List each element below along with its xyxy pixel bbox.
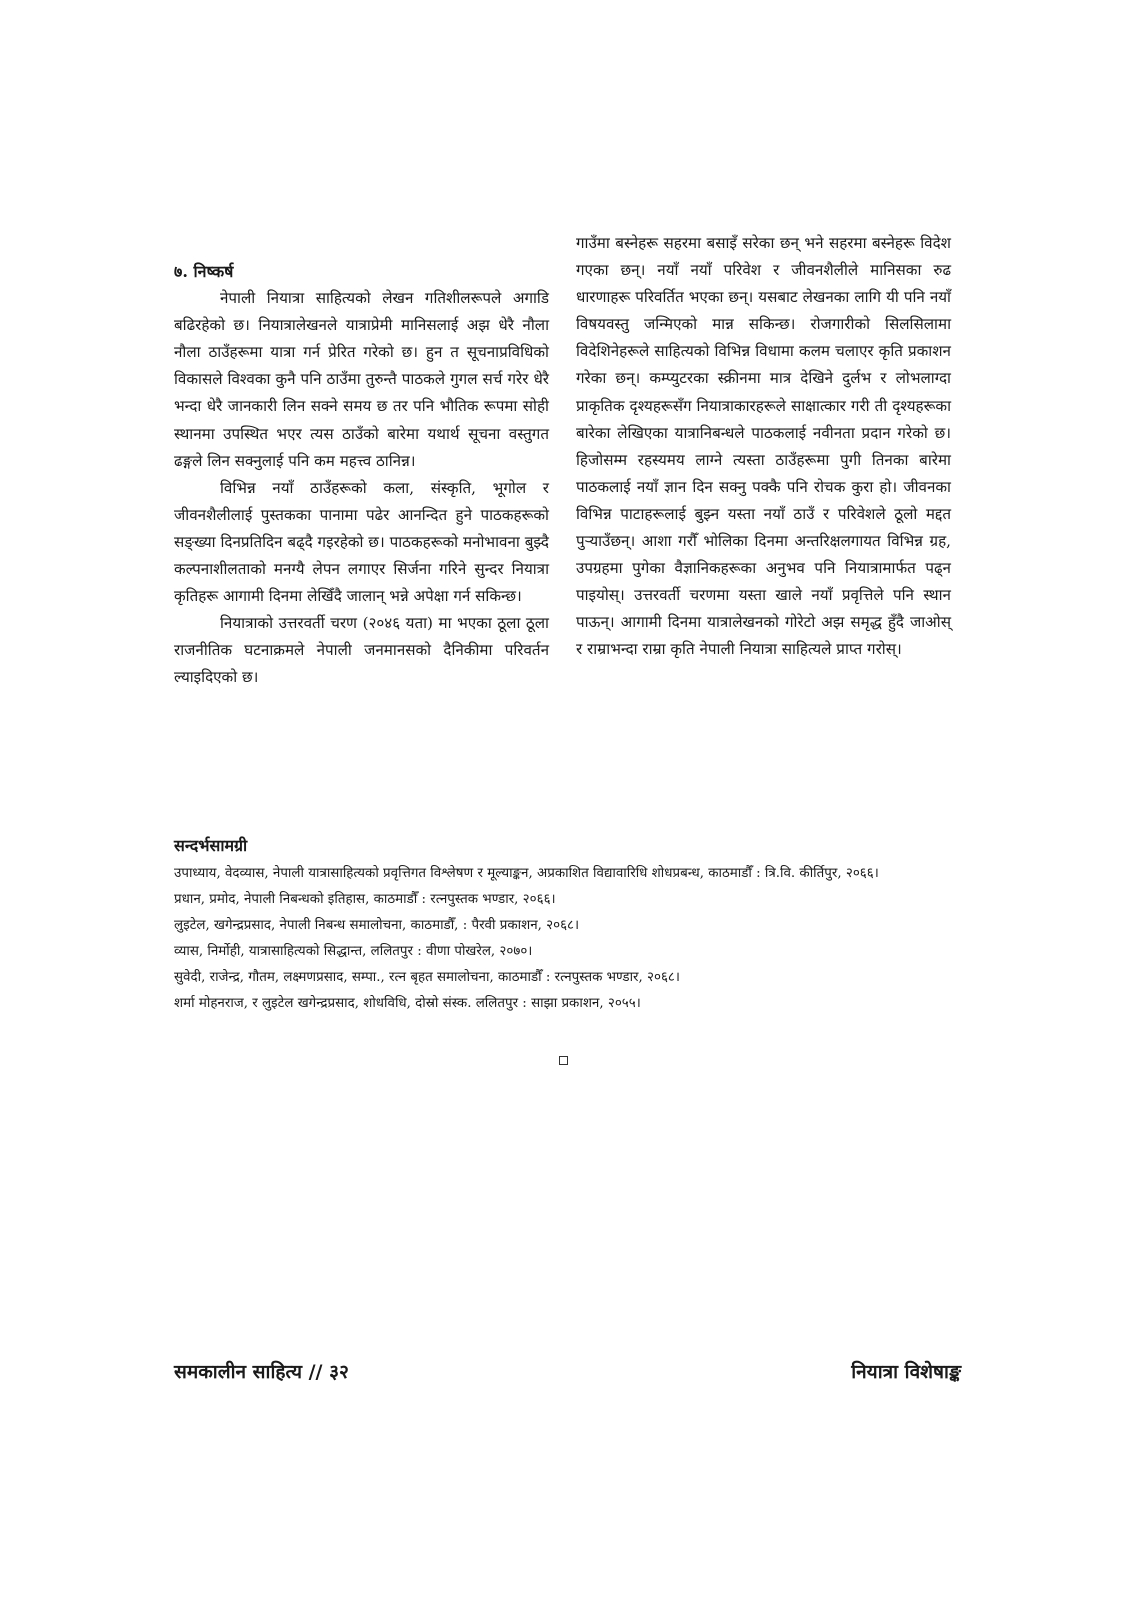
right-column <box>576 230 951 664</box>
paragraph: नेपाली नियात्रा साहित्यको लेखन गतिशीलरूपले अगाडि बढिरहेको छ। नियात्रालेखनले यात्राप्रेमी मानिसलाई अझ धेरै नौला नौला ठाउँहरूमा यात्रा गर्न प्रेरित गरेको छ। हुन त सूचनाप्रविधिको विकासले विश्वका कुनै पनि ठाउँमा तुरुन्तै पाठकले गुगल सर्च गरेर धेरै भन्दा धेरै जानकारी लिन सक्ने समय छ तर पनि भौतिक रूपमा सोही स्थानमा उपस्थित भएर त्यस ठाउँको बारेमा यथार्थ सूचना वस्तुगत ढङ्गले लिन सक्नुलाई पनि कम महत्त्व ठानिन्न। <box>174 289 549 470</box>
reference-item: शर्मा मोहनराज, र लुइटेल खगेन्द्रप्रसाद, शोधविधि, दोस्रो संस्क. ललितपुर : साझा प्रकाशन, २०५५। <box>174 996 641 1011</box>
footer-issue-title: नियात्रा विशेषाङ्क <box>851 1361 961 1383</box>
references-title: सन्दर्भसामग्री <box>174 836 248 855</box>
section-heading: ७. निष्कर्ष <box>174 262 234 281</box>
paragraph: गाउँमा बस्नेहरू सहरमा बसाइँ सरेका छन् भने सहरमा बस्नेहरू विदेश गएका छन्। नयाँ नयाँ परिवेश र जीवनशैलीले मानिसका रुढ धारणाहरू परिवर्तित भएका छन्। यसबाट लेखनका लागि यी पनि नयाँ विषयवस्तु जन्मिएको मान्न सकिन्छ। रोजगारीको सिलसिलामा विदेशिनेहरूले साहित्यको विभिन्न विधामा कलम चलाएर कृति प्रकाशन गरेका छन्। कम्प्युटरका स्क्रीनमा मात्र देखिने दुर्लभ र लोभलाग्दा प्राकृतिक दृश्यहरूसँग नियात्राकारहरूले साक्षात्कार गरी ती दृश्यहरूका बारेका लेखिएका यात्रानिबन्धले पाठकलाई नवीनता प्रदान गरेको छ। हिजोसम्म रहस्यमय लाग्ने त्यस्ता ठाउँहरूमा पुगी तिनका बारेमा पाठकलाई नयाँ ज्ञान दिन सक्नु पक्कै पनि रोचक कुरा हो। जीवनका विभिन्न पाटाहरूलाई बुझ्न यस्ता नयाँ ठाउँ र परिवेशले ठूलो मद्दत पुऱ्याउँछन्। आशा गरौँ भोलिका दिनमा अन्तरिक्षलगायत विभिन्न ग्रह, उपग्रहमा पुगेका वैज्ञानिकहरूका अनुभव पनि नियात्रामार्फत पढ्न पाइयोस्। उत्तरवर्ती चरणमा यस्ता खाले नयाँ प्रवृत्तिले पनि स्थान पाऊन्। आगामी दिनमा यात्रालेखनको गोरेटो अझ समृद्ध हुँदै जाओस् र राम्राभन्दा राम्रा कृति नेपाली नियात्रा साहित्यले प्राप्त गरोस्। <box>576 234 951 659</box>
left-column <box>174 258 549 692</box>
paragraph: नियात्राको उत्तरवर्ती चरण (२०४६ यता) मा भएका ठूला ठूला राजनीतिक घटनाक्रमले नेपाली जनमानसको दैनिकीमा परिवर्तन ल्याइदिएको छ। <box>174 614 549 687</box>
references-section <box>174 833 974 1017</box>
reference-item: लुइटेल, खगेन्द्रप्रसाद, नेपाली निबन्ध समालोचना, काठमाडौँ, : पैरवी प्रकाशन, २०६८। <box>174 918 580 933</box>
footer-journal-title: समकालीन साहित्य // ३२ <box>174 1361 349 1383</box>
reference-item: व्यास, निर्मोही, यात्रासाहित्यको सिद्धान्त, ललितपुर : वीणा पोखरेल, २०७०। <box>174 944 533 959</box>
reference-item: प्रधान, प्रमोद, नेपाली निबन्धको इतिहास, काठमाडौँ : रत्नपुस्तक भण्डार, २०६६। <box>174 892 556 907</box>
end-of-article-mark <box>559 1056 568 1065</box>
paragraph: विभिन्न नयाँ ठाउँहरूको कला, संस्कृति, भूगोल र जीवनशैलीलाई पुस्तकका पानामा पढेर आनन्दित हुने पाठकहरूको सङ्ख्या दिनप्रतिदिन बढ्दै गइरहेको छ। पाठकहरूको मनोभावना बुझ्दै कल्पनाशीलताको मनग्यै लेपन लगाएर सिर्जना गरिने सुन्दर नियात्रा कृतिहरू आगामी दिनमा लेखिँदै जालान् भन्ने अपेक्षा गर्न सकिन्छ। <box>174 478 549 606</box>
reference-item: सुवेदी, राजेन्द्र, गौतम, लक्ष्मणप्रसाद, सम्पा., रत्न बृहत समालोचना, काठमाडौँ : रत्नपुस्तक भण्डार, २०६८। <box>174 970 680 985</box>
reference-item: उपाध्याय, वेदव्यास, नेपाली यात्रासाहित्यको प्रवृत्तिगत विश्लेषण र मूल्याङ्कन, अप्रकाशित विद्यावारिधि शोधप्रबन्ध, काठमाडौँ : त्रि.वि. कीर्तिपुर, २०६६। <box>174 866 879 881</box>
